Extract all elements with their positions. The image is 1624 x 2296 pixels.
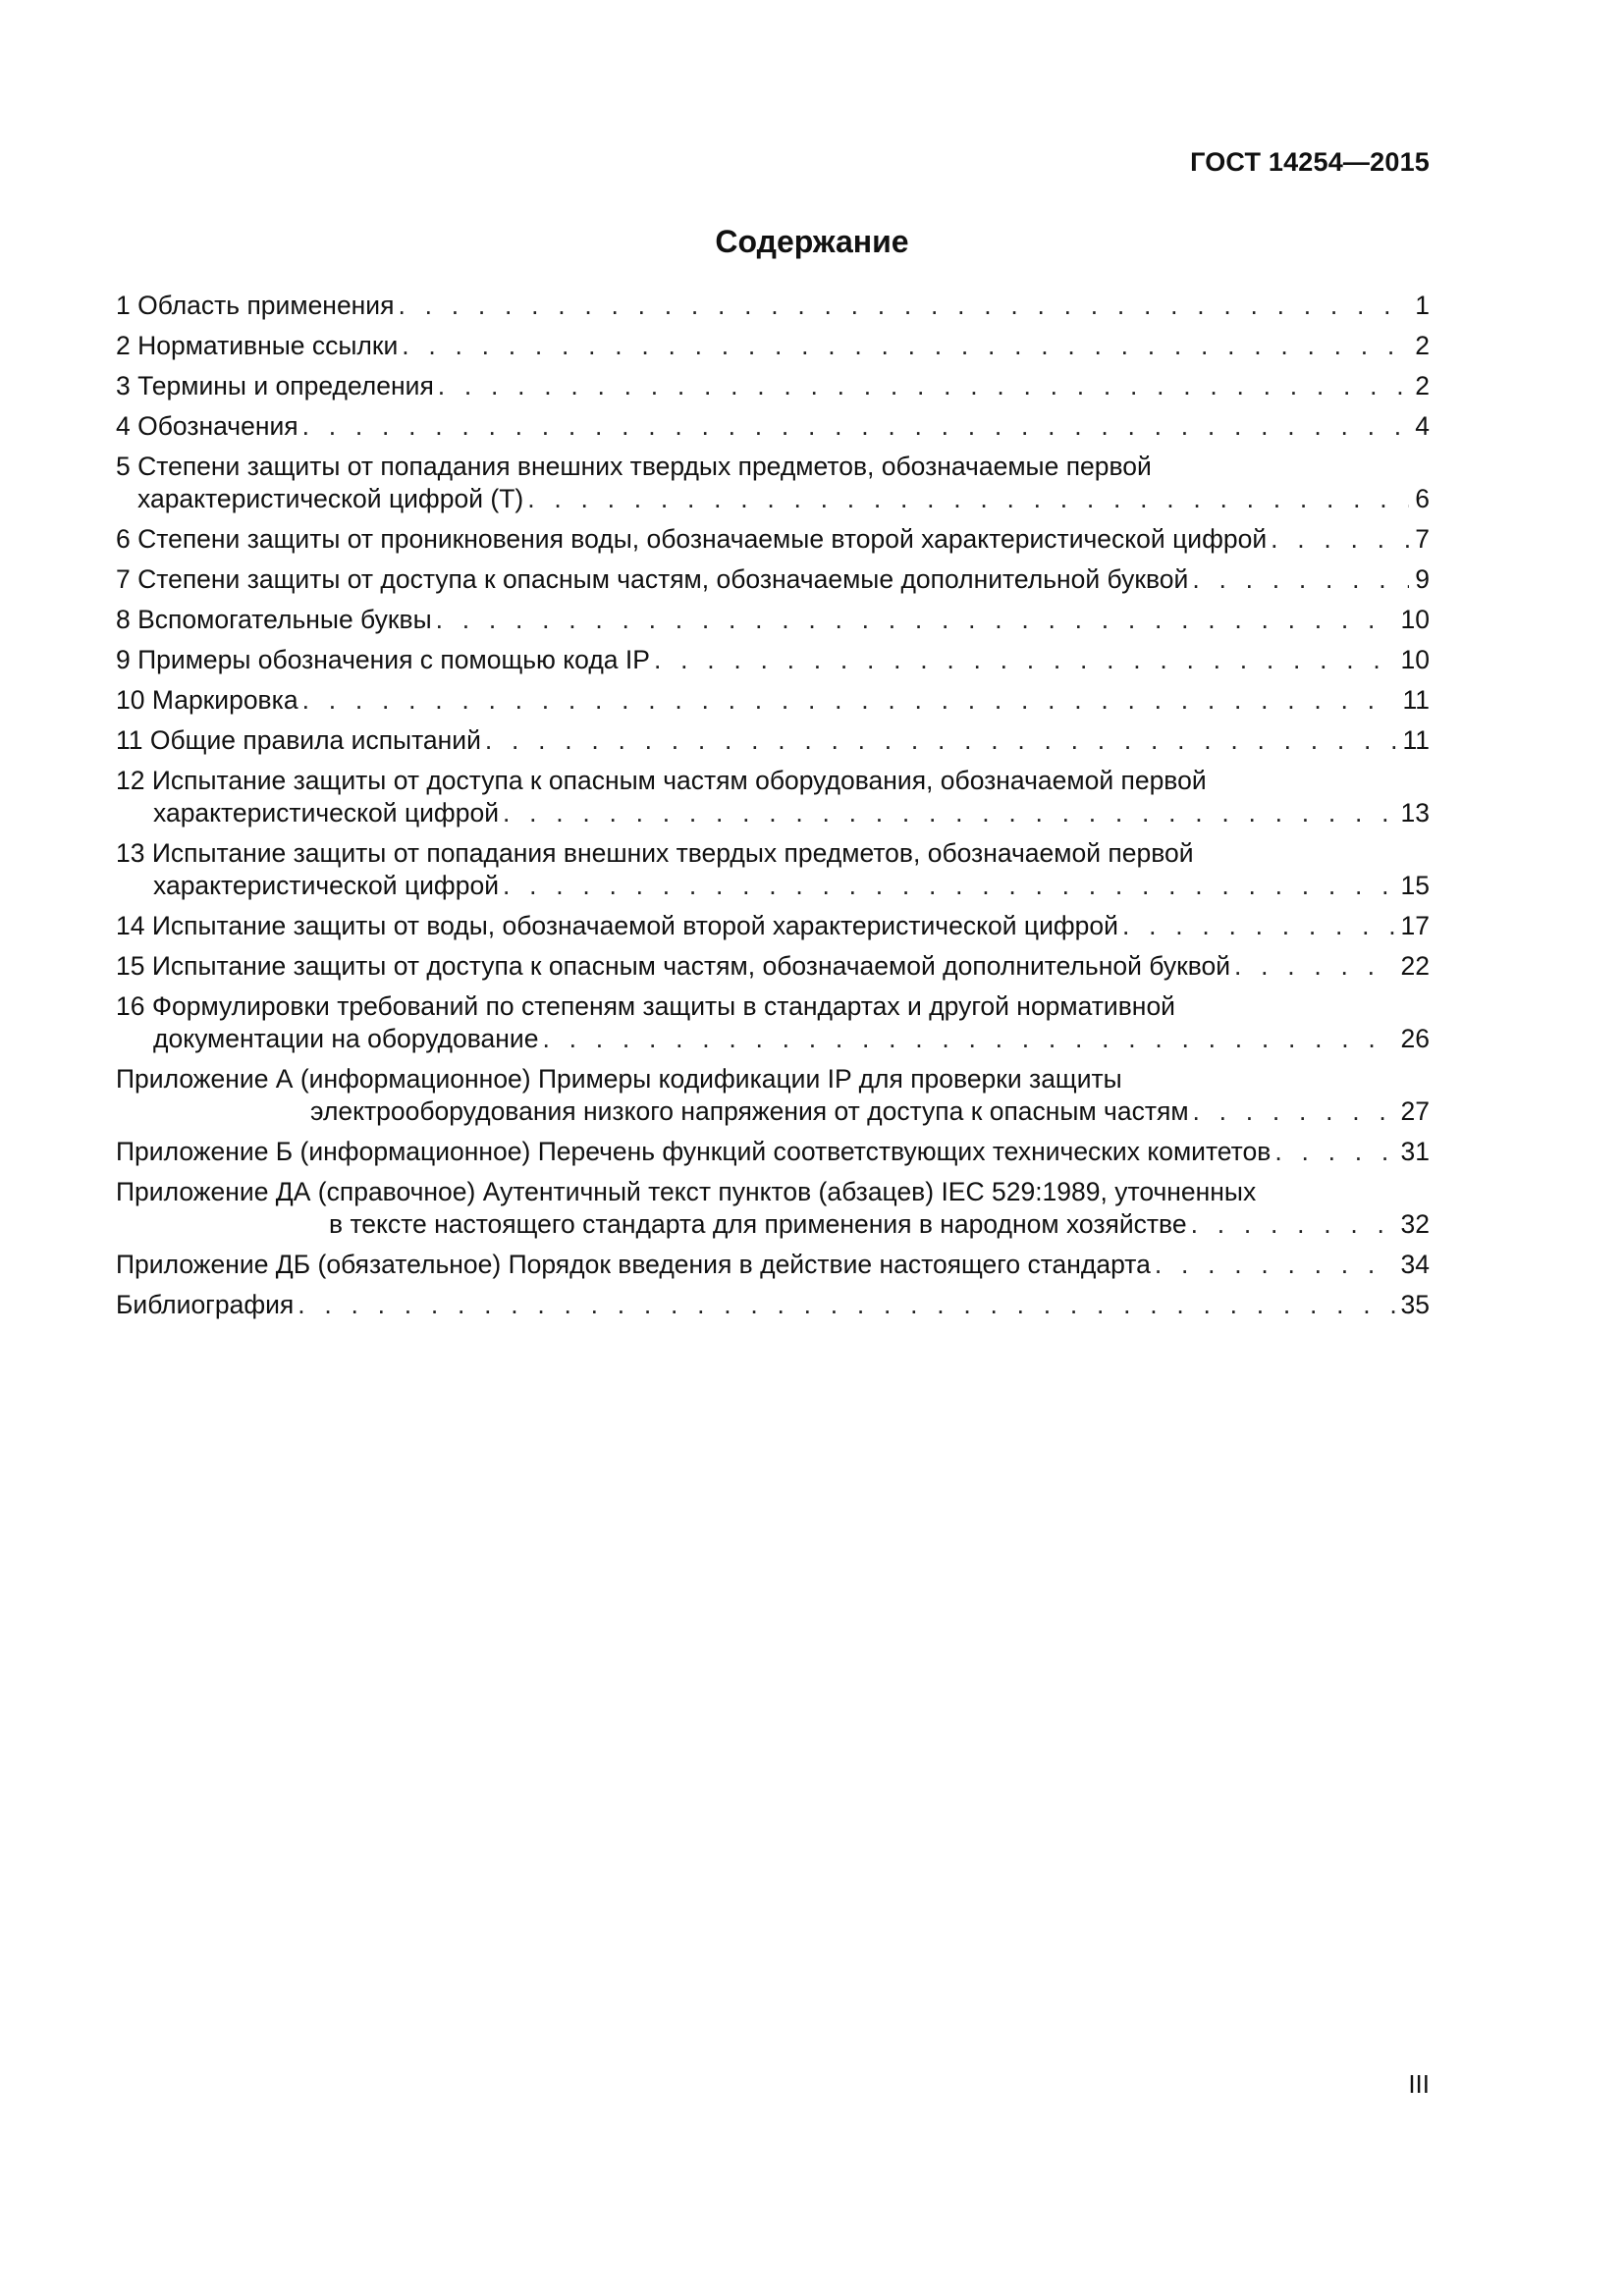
toc-entry[interactable] <box>116 644 1430 676</box>
leader-dots <box>1274 1136 1394 1168</box>
toc-entry-page: 13 <box>1400 798 1430 828</box>
toc-entry-title: 16 Формулировки требований по степеням защиты в стандартах и другой нормативной <box>116 991 1175 1021</box>
toc-entry-title: 11 Общие правила испытаний <box>116 725 481 755</box>
toc-entry-page: 10 <box>1400 645 1430 674</box>
toc-entry-page: 32 <box>1400 1209 1430 1239</box>
toc-entry-page: 11 <box>1402 685 1430 715</box>
toc-entry-title: 7 Степени защиты от доступа к опасным частям, обозначаемые дополнительной буквой <box>116 564 1189 594</box>
toc-entry-page: 9 <box>1415 564 1430 594</box>
leader-dots <box>1234 950 1394 983</box>
toc-entry-page: 31 <box>1400 1137 1430 1166</box>
toc-entry-title-continued: электрооборудования низкого напряжения от доступа к опасным частям <box>310 1096 1189 1126</box>
toc-entry[interactable] <box>116 950 1430 983</box>
toc-entry-page: 2 <box>1415 331 1430 360</box>
toc-entry[interactable] <box>116 330 1430 362</box>
leader-dots <box>1193 1095 1395 1128</box>
toc-entry-title: 1 Область применения <box>116 291 395 320</box>
leader-dots <box>438 370 1409 402</box>
standard-designation: ГОСТ 14254—2015 <box>1190 147 1430 177</box>
toc-entry-page: 26 <box>1400 1024 1430 1053</box>
toc-entry-title: 5 Степени защиты от попадания внешних твердых предметов, обозначаемые первой <box>116 452 1152 481</box>
leader-dots <box>298 1289 1394 1321</box>
leader-dots <box>1155 1249 1395 1281</box>
toc-entry[interactable] <box>116 724 1430 757</box>
toc-entry[interactable] <box>116 910 1430 942</box>
leader-dots <box>503 870 1394 902</box>
leader-dots <box>1191 1208 1395 1241</box>
toc-entry-title: Приложение Б (информационное) Перечень функций соответствующих технических комитетов <box>116 1137 1272 1166</box>
toc-entry[interactable] <box>116 523 1430 556</box>
toc-entry[interactable] <box>116 765 1430 829</box>
toc-entry-title-continued: характеристической цифрой <box>153 798 500 828</box>
toc-entry[interactable] <box>116 451 1430 515</box>
leader-dots <box>542 1023 1394 1055</box>
leader-dots <box>436 604 1395 636</box>
toc-entry-page: 17 <box>1400 911 1430 940</box>
leader-dots <box>302 684 1397 717</box>
toc-entry-title-continued: характеристической цифрой <box>153 871 500 900</box>
toc-entry-title-continued: характеристической цифрой (Т) <box>137 484 524 513</box>
toc-entry-title: Приложение ДБ (обязательное) Порядок введения в действие настоящего стандарта <box>116 1250 1151 1279</box>
toc-entry-page: 35 <box>1400 1290 1430 1319</box>
toc-entry[interactable] <box>116 990 1430 1055</box>
toc-entry[interactable] <box>116 563 1430 596</box>
leader-dots <box>1271 523 1409 556</box>
toc-entry[interactable] <box>116 1289 1430 1321</box>
toc-entry-title: 15 Испытание защиты от доступа к опасным частям, обозначаемой дополнительной буквой <box>116 951 1231 981</box>
toc-entry-title: 2 Нормативные ссылки <box>116 331 399 360</box>
toc-entry-page: 34 <box>1400 1250 1430 1279</box>
toc-entry-title: 8 Вспомогательные буквы <box>116 605 432 634</box>
toc-entry[interactable] <box>116 604 1430 636</box>
toc-entry-page: 11 <box>1402 725 1430 755</box>
toc-entry-title: 4 Обозначения <box>116 411 298 441</box>
toc-entry-page: 2 <box>1415 371 1430 400</box>
toc-entry-title: 10 Маркировка <box>116 685 298 715</box>
toc-entry[interactable] <box>116 1249 1430 1281</box>
toc-entry-title: 13 Испытание защиты от попадания внешних твердых предметов, обозначаемой первой <box>116 838 1194 868</box>
leader-dots <box>654 644 1395 676</box>
toc-entry-page: 10 <box>1400 605 1430 634</box>
toc-entry-page: 1 <box>1415 291 1430 320</box>
leader-dots <box>1122 910 1395 942</box>
toc-entry-title-continued: документации на оборудование <box>153 1024 539 1053</box>
toc-entry-page: 4 <box>1415 411 1430 441</box>
toc-entry[interactable] <box>116 290 1430 322</box>
toc-entry-title: Приложение ДА (справочное) Аутентичный текст пунктов (абзацев) IEC 529:1989, уточненных <box>116 1177 1257 1206</box>
toc-entry-page: 22 <box>1400 951 1430 981</box>
toc-entry-page: 7 <box>1415 524 1430 554</box>
toc-entry[interactable] <box>116 1176 1430 1241</box>
leader-dots <box>402 330 1409 362</box>
toc-entry[interactable] <box>116 837 1430 902</box>
toc-entry[interactable] <box>116 684 1430 717</box>
toc-entry[interactable] <box>116 1136 1430 1168</box>
toc-entry-title: 14 Испытание защиты от воды, обозначаемой второй характеристической цифрой <box>116 911 1118 940</box>
toc-entry[interactable] <box>116 1063 1430 1128</box>
toc-entry[interactable] <box>116 410 1430 443</box>
toc-entry[interactable] <box>116 370 1430 402</box>
toc-entry-title: 12 Испытание защиты от доступа к опасным частям оборудования, обозначаемой первой <box>116 766 1207 795</box>
page-number: III <box>1408 2069 1430 2099</box>
leader-dots <box>302 410 1410 443</box>
leader-dots <box>1192 563 1409 596</box>
toc-entry-page: 27 <box>1400 1096 1430 1126</box>
toc-entry-page: 6 <box>1415 484 1430 513</box>
toc-entry-title: 3 Термины и определения <box>116 371 434 400</box>
toc-entry-title-continued: в тексте настоящего стандарта для применения в народном хозяйстве <box>329 1209 1187 1239</box>
leader-dots <box>398 290 1409 322</box>
leader-dots <box>485 724 1397 757</box>
toc-title: Содержание <box>715 224 909 259</box>
leader-dots <box>527 483 1409 515</box>
table-of-contents <box>116 290 1430 1329</box>
leader-dots <box>503 797 1394 829</box>
toc-entry-title: 9 Примеры обозначения с помощью кода IP <box>116 645 650 674</box>
toc-entry-page: 15 <box>1400 871 1430 900</box>
toc-entry-title: 6 Степени защиты от проникновения воды, обозначаемые второй характеристической цифрой <box>116 524 1268 554</box>
toc-entry-title: Приложение А (информационное) Примеры кодификации IP для проверки защиты <box>116 1064 1122 1094</box>
toc-entry-title: Библиография <box>116 1290 295 1319</box>
